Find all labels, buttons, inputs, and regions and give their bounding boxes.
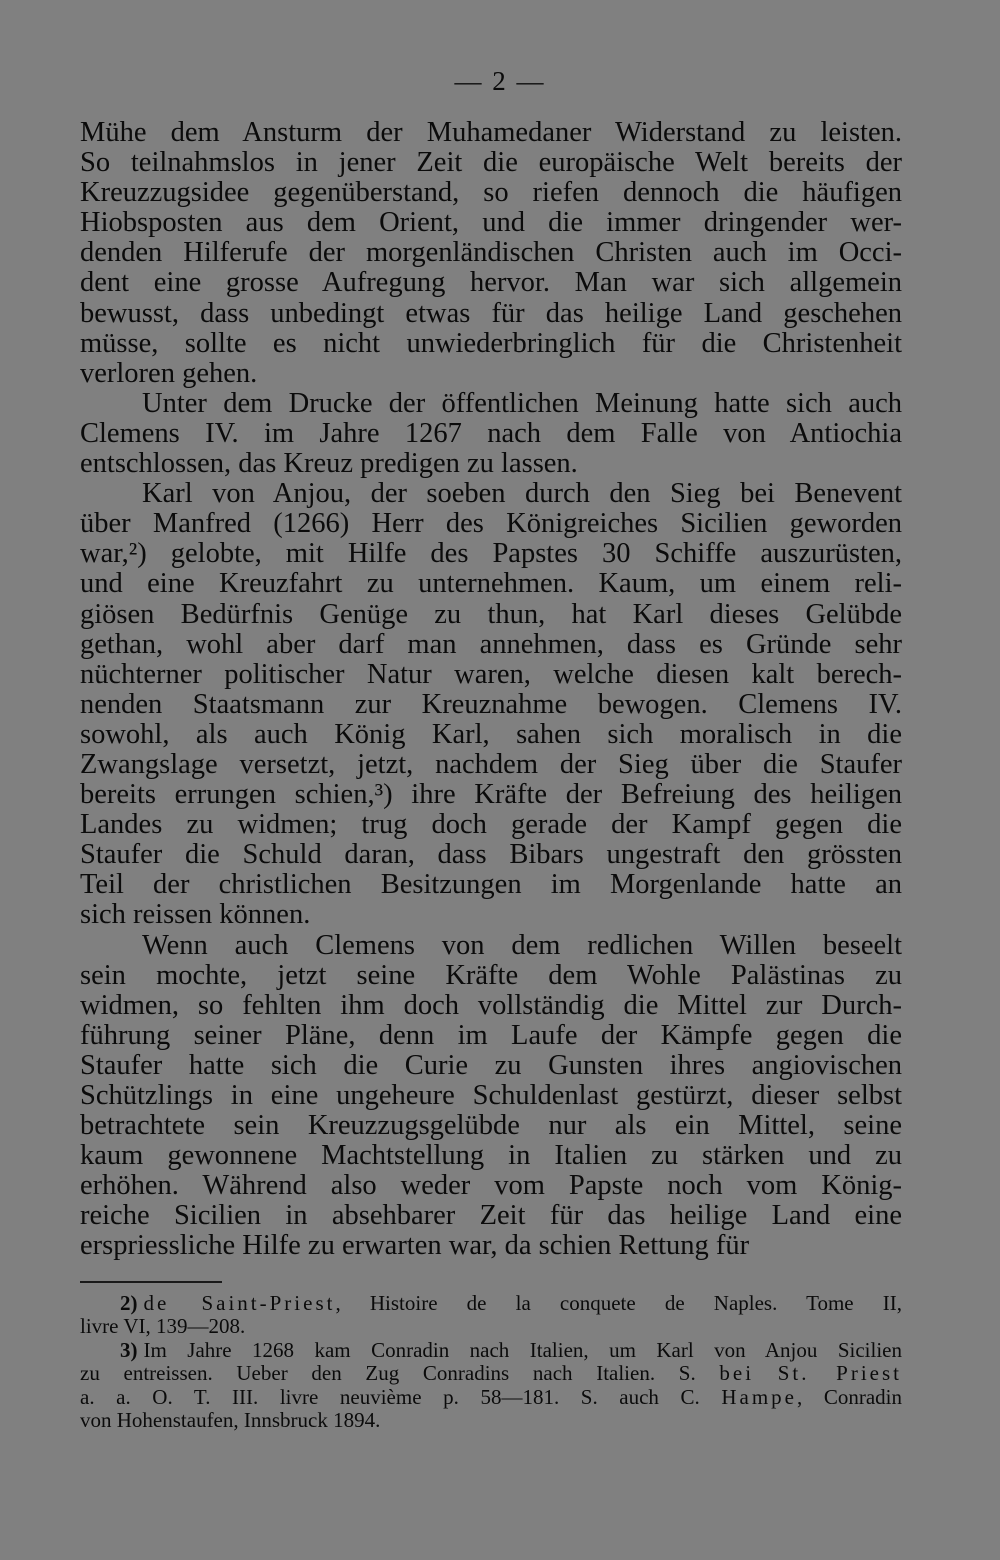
text-line: nenden Staatsmann zur Kreuznahme bewogen. Clemens IV. (80, 688, 902, 720)
paragraph (80, 931, 902, 1262)
spaced-name: Hampe (721, 1384, 798, 1409)
text-line: müsse, sollte es nicht unwiederbringlich für die Christenheit (80, 327, 902, 359)
text-line: Hiobsposten aus dem Orient, und die immer dringender wer- (80, 207, 902, 239)
text-line: erhöhen. Während also weder vom Papste noch vom König- (80, 1170, 902, 1202)
text-line: So teilnahmslos in jener Zeit die europäische Welt bereits der (80, 147, 902, 179)
text-line: Landes zu widmen; trug doch gerade der Kampf gegen die (80, 809, 902, 841)
footnote (80, 1292, 902, 1339)
text-line: widmen, so fehlten ihm doch vollständig die Mittel zur Durch- (80, 989, 902, 1021)
text-line: Staufer hatte sich die Curie zu Gunsten ihres angiovischen (80, 1049, 902, 1081)
footnote-line: 3) Im Jahre 1268 kam Conradin nach Italien, um Karl von Anjou Sicilien (120, 1337, 902, 1362)
text-line: Kreuzzugsidee gegenüberstand, so riefen dennoch die häufigen (80, 177, 902, 209)
text-line: giösen Bedürfnis Genüge zu thun, hat Karl dieses Gelübde (80, 598, 902, 630)
text-line: erspriessliche Hilfe zu erwarten war, da schien Rettung für (80, 1230, 750, 1262)
text-line: entschlossen, das Kreuz predigen zu lassen. (80, 448, 578, 480)
spaced-name: St. Priest (777, 1361, 902, 1386)
footnote-marker: 3) (120, 1337, 138, 1362)
text-line: dent eine grosse Aufregung hervor. Man war sich allgemein (80, 267, 902, 299)
footnote-line: a. a. O. T. III. livre neuvième p. 58—181. S. auch C. Hampe, Conradin (80, 1384, 903, 1409)
text-line: über Manfred (1266) Herr des Königreiches Sicilien geworden (80, 508, 902, 540)
text-line: gethan, wohl aber darf man annehmen, dass es Gründe sehr (80, 628, 902, 660)
footnote-marker: 2) (120, 1291, 138, 1315)
text-line: Teil der christlichen Besitzungen im Morgenlande hatte an (80, 869, 902, 901)
footnote-line: livre VI, 139—208. (80, 1314, 246, 1339)
paragraph (80, 118, 902, 389)
paragraph (80, 389, 902, 479)
text-line: bereits errungen schien,³) ihre Kräfte der Befreiung des heiligen (80, 779, 902, 811)
footnote-line: 2) de Saint-Priest, Histoire de la conquete de Naples. Tome II, (120, 1291, 903, 1315)
text-line: Zwangslage versetzt, jetzt, nachdem der Sieg über die Staufer (80, 748, 902, 780)
body-text (80, 118, 902, 1262)
footnote-line: von Hohenstaufen, Innsbruck 1894. (80, 1407, 381, 1432)
footnote-separator (80, 1281, 222, 1283)
text-line: bewusst, dass unbedingt etwas für das heilige Land geschehen (80, 297, 902, 329)
footnote-line: zu entreissen. Ueber den Zug Conradins nach Italien. S. bei St. Priest (80, 1361, 902, 1386)
text-line: denden Hilferufe der morgenländischen Christen auch im Occi- (80, 237, 902, 269)
text-line: Clemens IV. im Jahre 1267 nach dem Falle von Antiochia (80, 417, 902, 449)
text-line: war,²) gelobte, mit Hilfe des Papstes 30 Schiffe auszurüsten, (80, 538, 902, 570)
text-line: führung seiner Pläne, denn im Laufe der Kämpfe gegen die (80, 1019, 902, 1051)
text-line: Wenn auch Clemens von dem redlichen Willen beseelt (142, 929, 902, 961)
text-line: sein mochte, jetzt seine Kräfte dem Wohle Palästinas zu (80, 959, 902, 991)
text-line: betrachtete sein Kreuzzugsgelübde nur als ein Mittel, seine (80, 1110, 902, 1142)
text-line: verloren gehen. (80, 357, 258, 389)
text-line: und eine Kreuzfahrt zu unternehmen. Kaum, um einem reli- (80, 568, 902, 600)
text-line: reiche Sicilien in absehbarer Zeit für das heilige Land eine (80, 1200, 902, 1232)
text-line: kaum gewonnene Machtstellung in Italien zu stärken und zu (80, 1140, 902, 1172)
footnote (80, 1339, 902, 1433)
footnotes (80, 1292, 902, 1432)
text-line: sowohl, als auch König Karl, sahen sich moralisch in die (80, 718, 902, 750)
text-line: Mühe dem Ansturm der Muhamedaner Widerstand zu leisten. (80, 117, 902, 148)
spaced-name: de Saint-Priest (143, 1291, 336, 1315)
text-line: Karl von Anjou, der soeben durch den Sieg bei Benevent (142, 478, 902, 510)
text-line: Unter dem Drucke der öffentlichen Meinung hatte sich auch (142, 387, 902, 419)
spaced-name: bei (719, 1361, 755, 1386)
text-line: sich reissen können. (80, 899, 311, 931)
paragraph (80, 479, 902, 930)
text-line: Staufer die Schuld daran, dass Bibars ungestraft den grössten (80, 839, 902, 871)
text-line: nüchterner politischer Natur waren, welche diesen kalt berech- (80, 658, 902, 690)
text-line: Schützlings in eine ungeheure Schuldenlast gestürzt, dieser selbst (80, 1080, 902, 1111)
page-number: — 2 — (454, 66, 546, 96)
